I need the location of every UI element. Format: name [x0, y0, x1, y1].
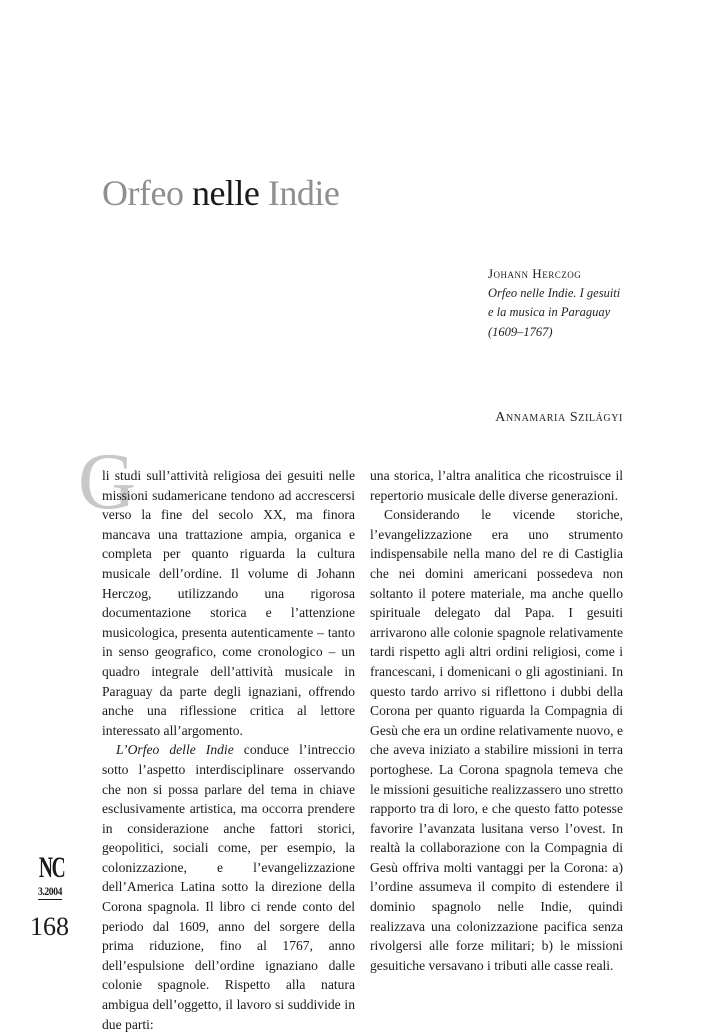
- book-author: Johann Herczog: [488, 266, 582, 281]
- title-word-nelle: nelle: [191, 173, 260, 213]
- title-word-indie: Indie: [267, 173, 340, 213]
- paragraph-intro: li studi sull’attività religiosa dei gesuiti nelle missioni sudamericane tendono ad accrescersi verso la fine del secolo XX, ma finora mancava una trattazione ampia, organica e completa per quanto riguarda la cultura musicale dell’ordine. Il volume di Johann Herczog, utilizzando una rigorosa documentazione storica e l’attenzione musicologica, presenta autenticamente – tanto in senso geografico, come cronologico – un quadro integrale dell’attività musicale in Paraguay da parte degli ignaziani, offrendo anche una riflessione critica al lettore interessato all’argomento.: [102, 468, 355, 738]
- journal-issue: 3.2004: [38, 884, 62, 898]
- journal-mark: NC: [38, 851, 65, 884]
- book-title-line-2: e la musica in Paraguay: [488, 305, 611, 319]
- paragraph-orfeo-text: conduce l’intreccio sotto l’aspetto interdisciplinare osservando che non si possa parlare del tema in chiave esclusivamente artistica, ma occorra prendere in considerazione anche fattori storici, geopolitici, sociali come, per esempio, la colonizzazione, e l’evangelizzazione dell’America Latina sotto la direzione della Corona spagnola. Il libro ci rende conto del periodo dal 1609, anno del sorgere della prima riduzione, fino al 1767, anno dell’espulsione dell’ordine ignaziano dalle colonie spagnole. Rispetto alla natura ambigua dell’oggetto, il lavoro si suddivide in due parti:: [102, 742, 355, 1032]
- paragraph-continuation: una storica, l’altra analitica che ricostruisce il repertorio musicale delle diverse generazioni.: [370, 468, 623, 503]
- book-reference: [488, 264, 678, 342]
- book-title-line-1: Orfeo nelle Indie. I gesuiti: [488, 285, 621, 300]
- drop-cap: G: [78, 438, 136, 526]
- book-title-italic: L’Orfeo delle Indie: [116, 742, 234, 758]
- title-word-orfeo: Orfeo: [102, 173, 184, 213]
- page-number: 168: [30, 912, 69, 941]
- text-column-left: [102, 466, 355, 1034]
- article-title: [102, 172, 339, 214]
- paragraph-history: Considerando le vicende storiche, l’evangelizzazione era uno strumento indispensabile nella mano del re di Castiglia che nei domini americani possedeva non soltanto il potere materiale, ma anche quello spirituale delegato dal Papa. I gesuiti arrivarono alle colonie spagnole relativamente tardi rispetto agli altri ordini religiosi, come i francescani, i domenicani o gli agostiniani. In questo tardo arrivo si riflettono i dubbi della Corona per quanto riguarda la Compagnia di Gesù che era un ordine relativamente nuovo, e che aveva iniziato a stabilire missioni in terra portoghese. La Corona spagnola temeva che le missioni gesuitiche realizzassero uno stretto rapporto tra di loro, e che questo fatto potesse favorire l’avanzata lusitana verso l’ovest. In realtà la collaborazione con la Compagnia di Gesù offriva molti vantaggi per la Corona: a) l’ordine assumeva il compito di estendere il dominio spagnolo nelle Indie, quindi realizzava una colonizzazione pacifica senza rivolgersi alle forze militari; b) le missioni gesuitiche versavano i tributi alle casse reali.: [370, 507, 623, 973]
- journal-logo: [32, 851, 68, 900]
- book-title-line-3: (1609–1767): [488, 324, 553, 339]
- review-author: Annamaria Szilágyi: [495, 410, 623, 425]
- paragraph-orfeo: [102, 740, 355, 1034]
- text-column-right: [370, 466, 623, 975]
